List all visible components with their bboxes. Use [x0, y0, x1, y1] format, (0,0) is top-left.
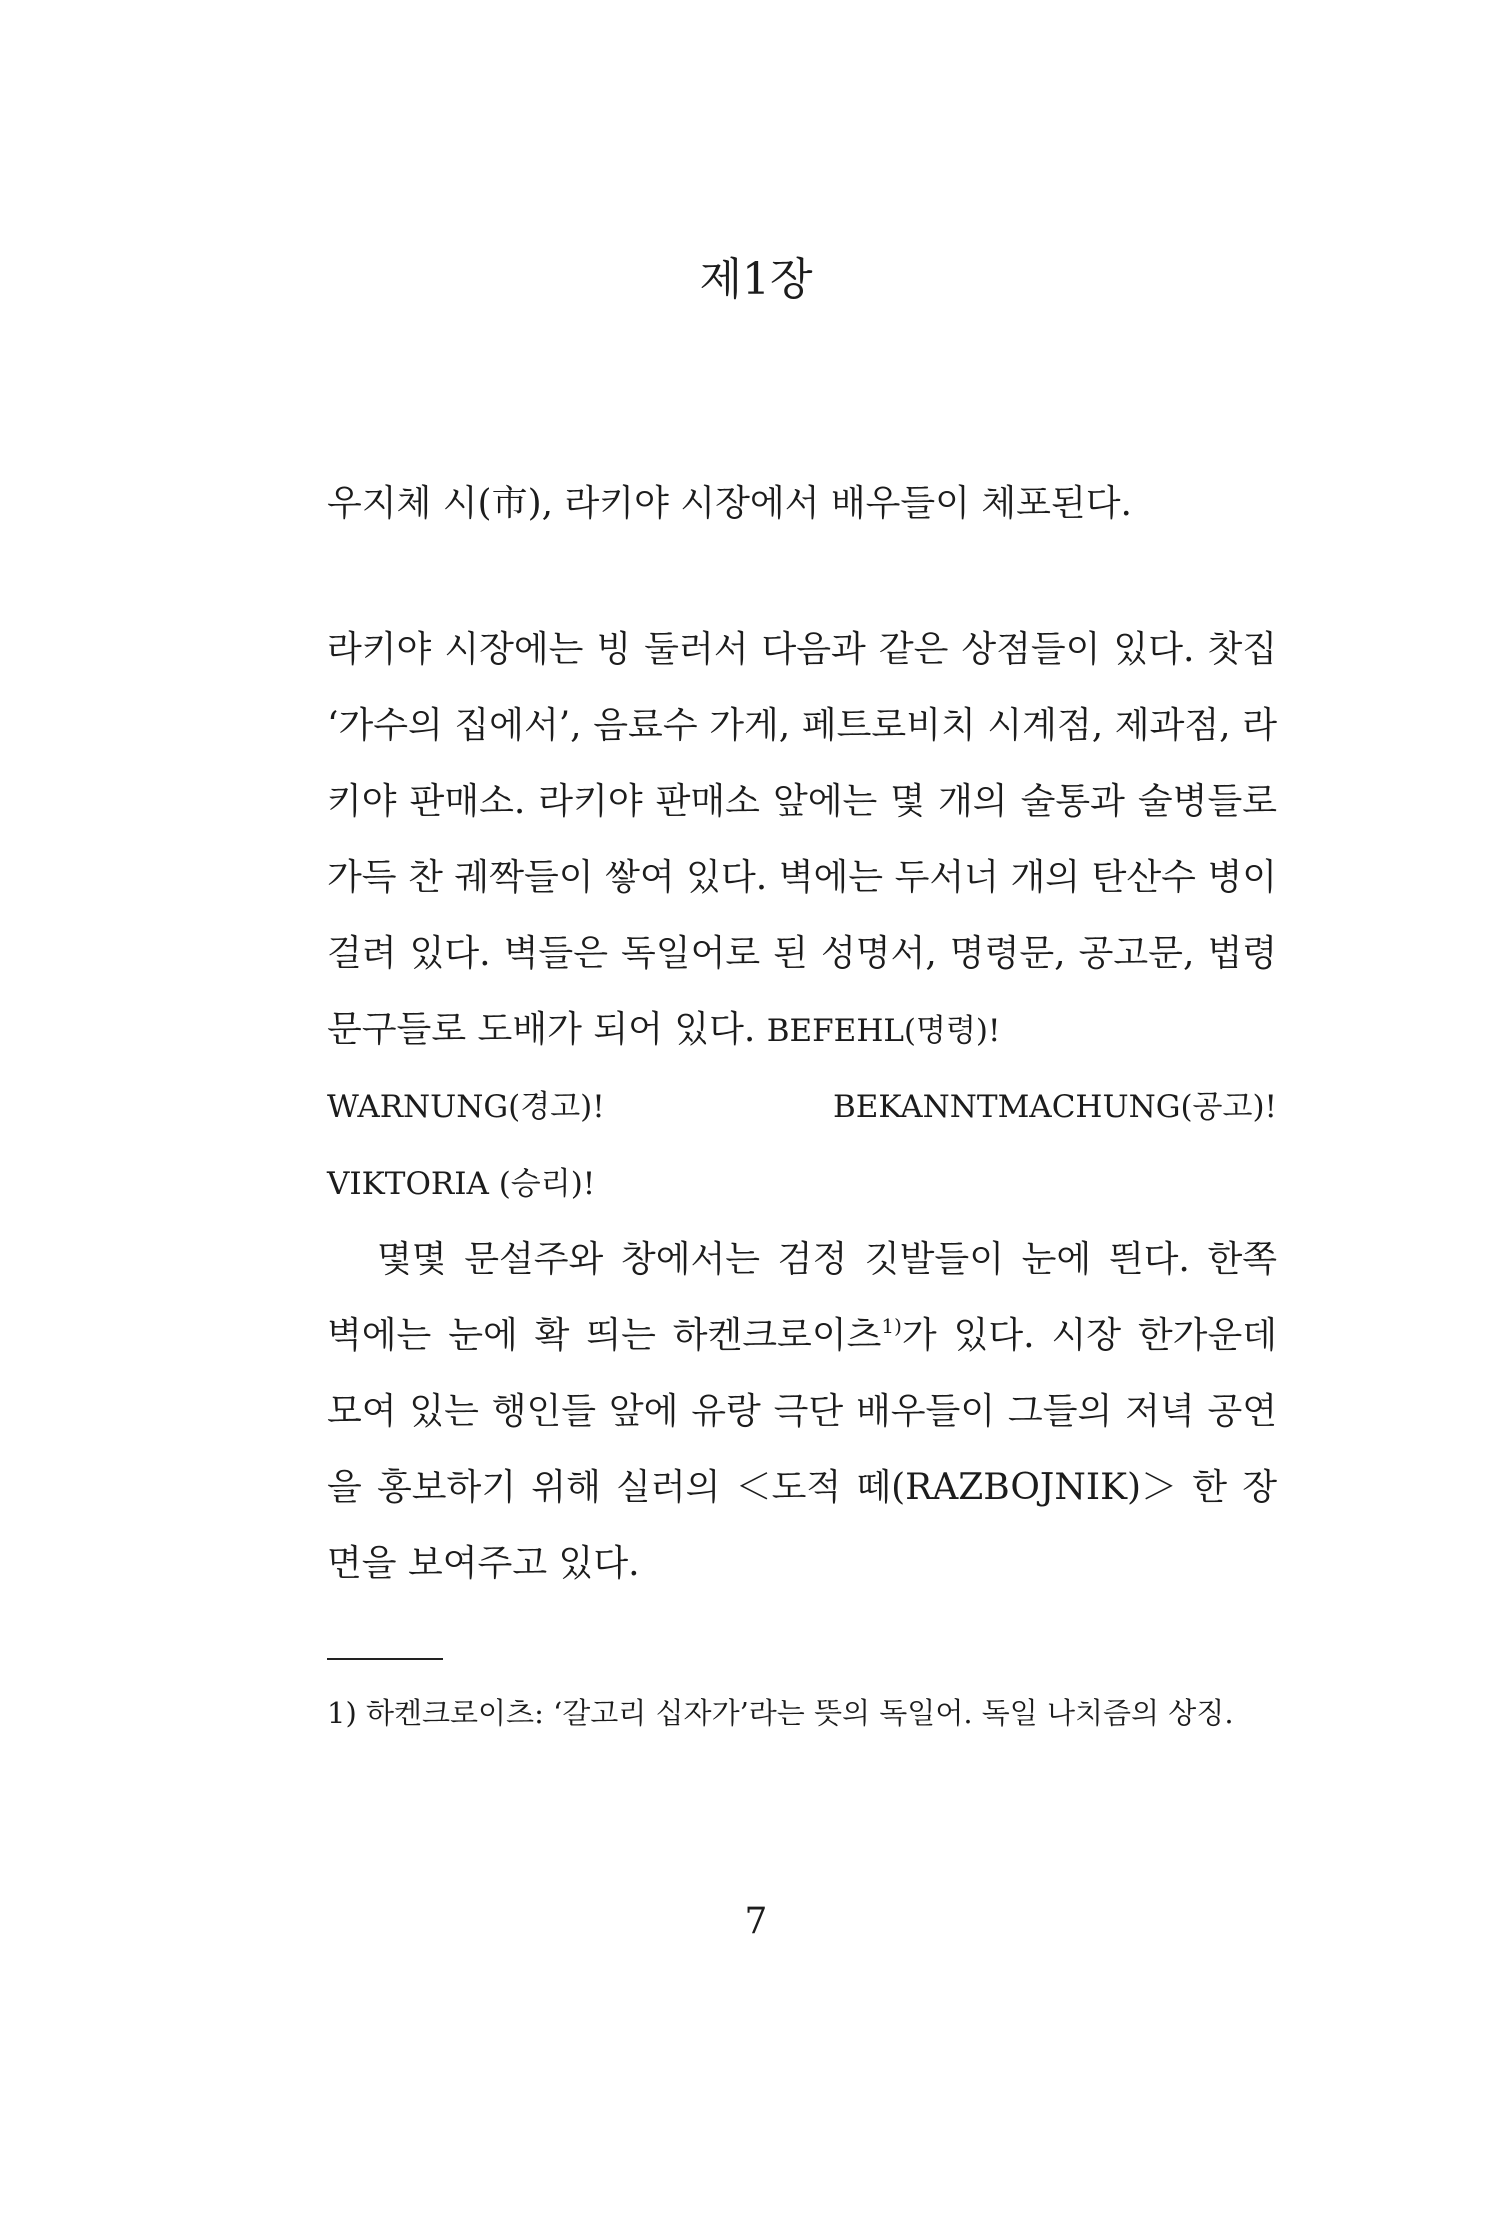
chapter-title: 제1장	[699, 254, 813, 305]
footnote-divider	[327, 1658, 443, 1660]
stage-direction-paragraph-2	[327, 1222, 1277, 1602]
paragraph-2-text-b: 가 있다. 시장 한가운데 모여 있는 행인들 앞에 유랑 극단 배우들이 그들의 저녁 공연을 홍보하기 위해 실러의 ＜도적 떼(RAZBOJNIK)＞ 한 장면을 보여주고 있다.	[327, 1315, 1277, 1584]
paragraph-1-text: 라키야 시장에는 빙 둘러서 다음과 같은 상점들이 있다. 찻집 ‘가수의 집에서’, 음료수 가게, 페트로비치 시계점, 제과점, 라키야 판매소. 라키야 판매소 앞에는 몇 개의 술통과 술병들로 가득 찬 궤짝들이 쌓여 있다. 벽에는 두서너 개의 탄산수 병이 걸려 있다. 벽들은 독일어로 된 성명서, 명령문, 공고문, 법령 문구들로 도배가 되어 있다.	[327, 629, 1277, 1050]
sign-befehl: BEFEHL(명령)!	[766, 1013, 1001, 1049]
signs-row	[327, 1069, 1277, 1145]
footnote-reference[interactable]: 1)	[881, 1314, 902, 1338]
sign-bekanntmachung: BEKANNTMACHUNG(공고)!	[832, 1089, 1277, 1125]
footnote-number: 1)	[327, 1696, 357, 1730]
footnote	[327, 1690, 1277, 1736]
sign-warnung: WARNUNG(경고)!	[327, 1089, 605, 1125]
stage-direction-paragraph-1	[327, 612, 1277, 1069]
stage-directions	[327, 612, 1277, 1602]
footnote-text: 하켄크로이츠: ‘갈고리 십자가’라는 뜻의 독일어. 독일 나치즘의 상징.	[365, 1696, 1234, 1730]
page-number: 7	[744, 1901, 768, 1942]
sign-viktoria: VIKTORIA (승리)!	[327, 1166, 596, 1202]
scene-heading: 우지체 시(市), 라키야 시장에서 배우들이 체포된다.	[327, 483, 1132, 524]
paragraph-2-text-a: 몇몇 문설주와 창에서는 검정 깃발들이 눈에 띈다. 한쪽 벽에는 눈에 확 띄는 하켄크로이츠	[327, 1239, 1277, 1356]
signs-row-2	[327, 1145, 1277, 1222]
